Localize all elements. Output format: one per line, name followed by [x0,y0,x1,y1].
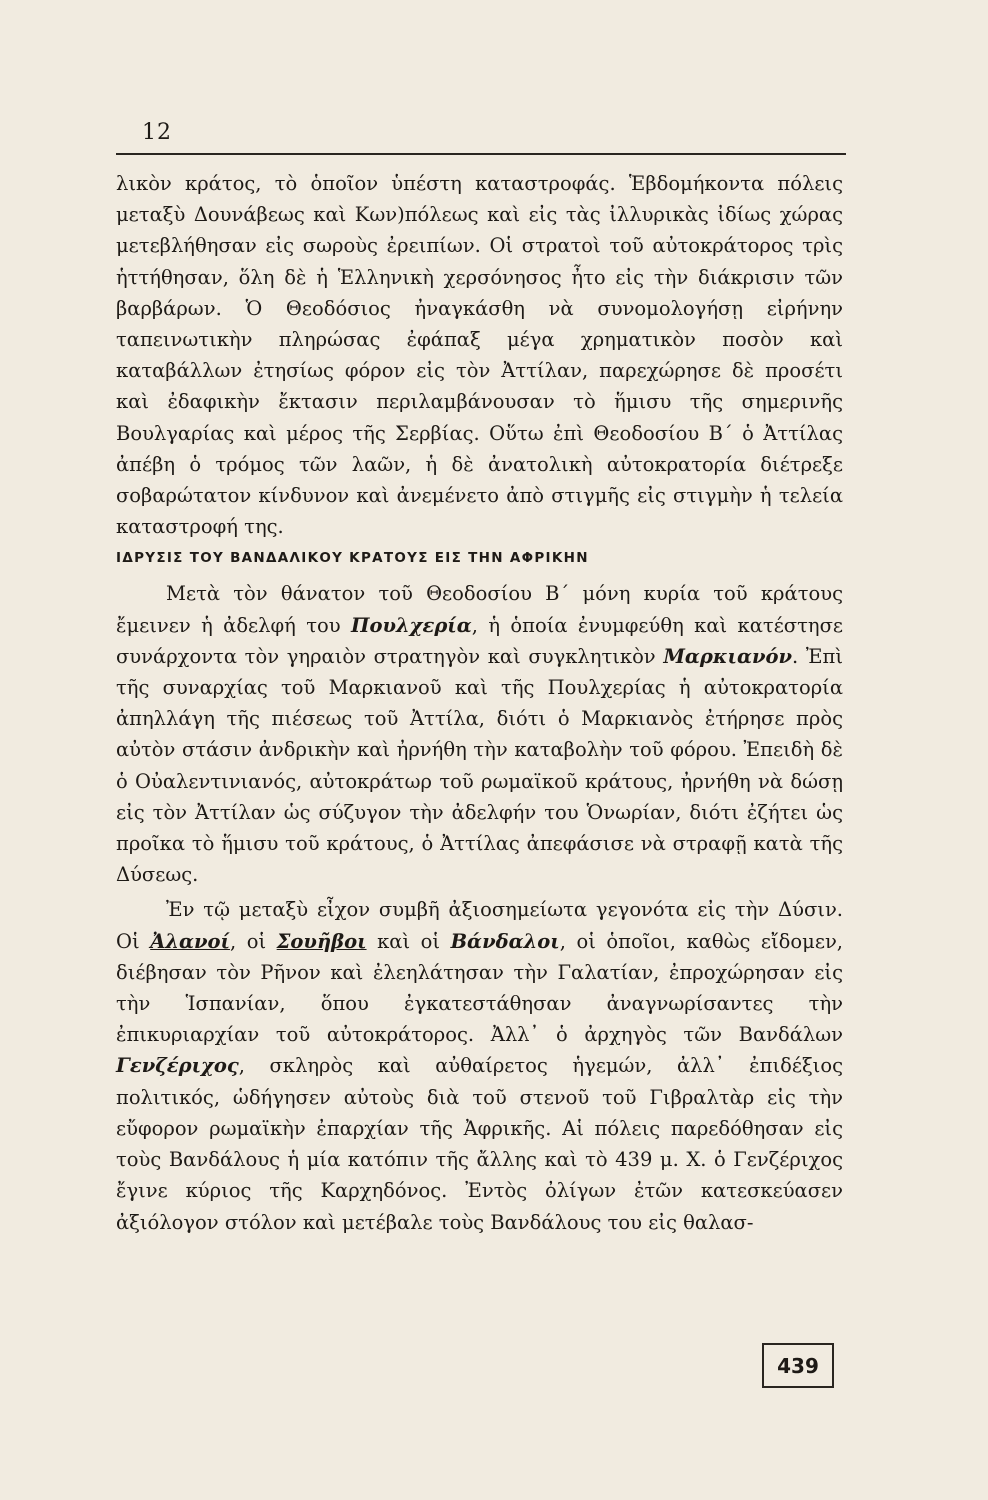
text-run: , σκληρὸς καὶ αὐθαίρετος ἡγεμών, ἀλλ᾿ ἐπιδέξιος πολιτικός, ὡδήγησεν αὐτοὺς διὰ τοῦ στενοῦ τοῦ Γιβραλτὰρ εἰς τὴν εὔφορον ρωμαϊκὴν ἐπαρχίαν τῆς Ἀφρικῆς. Αἱ πόλεις παρεδόθησαν εἰς τοὺς Βανδάλους ἡ μία κατόπιν τῆς ἄλλης καὶ τὸ 439 μ. Χ. ὁ Γενζέριχος ἔγινε κύριος τῆς Καρχηδόνος. Ἐντὸς ὀλίγων ἐτῶν κατεσκεύασεν ἀξιόλογον στόλον καὶ μετέβαλε τοὺς Βανδάλους του εἰς θαλασ- [116,1054,843,1234]
page-number: 12 [142,120,172,145]
emphasized-name: Μαρκιανόν [663,644,793,668]
text-run: , οἱ [229,929,277,953]
text-run: Μετὰ τὸν θάνατον τοῦ Θεοδοσίου Β΄ μόνη κυρία τοῦ κράτους ἔμεινεν ἡ ἀδελφή του [116,582,843,637]
volume-number-box: 439 [762,1343,834,1388]
emphasized-name: Βάνδαλοι [450,929,560,953]
text-run: , οἱ ὁποῖοι, καθὼς εἴδομεν, διέβησαν τὸν Ρῆνον καὶ ἐλεηλάτησαν τὴν Γαλατίαν, ἐπροχώρησαν εἰς τὴν Ἱσπανίαν, ὅπου ἐγκατεστάθησαν ἀναγνωρίσαντες τὴν ἐπικυριαρχίαν τοῦ αὐτοκράτορος. Ἀλλ᾿ ὁ ἀρχηγὸς τῶν Βανδάλων [116,929,843,1047]
page-body [116,168,843,1238]
paragraph [116,578,843,890]
emphasized-name: Πουλχερία [351,613,472,637]
emphasized-name: Ἀλανοί [150,929,230,953]
emphasized-name: Γενζέριχος [116,1054,239,1078]
text-run: Ἐν τῷ μεταξὺ εἶχον συμβῆ ἀξιοσημείωτα γεγονότα εἰς τὴν Δύσιν. Οἱ [116,898,843,953]
text-run: . Ἐπὶ τῆς συναρχίας τοῦ Μαρκιανοῦ καὶ τῆς Πουλχερίας ἡ αὐτοκρατορία ἀπηλλάγη τῆς πιέσεως τοῦ Ἀττίλα, διότι ὁ Μαρκιανὸς ἐτήρησε πρὸς αὐτὸν στάσιν ἀνδρικὴν καὶ ἠρνήθη τὴν καταβολὴν τοῦ φόρου. Ἐπειδὴ δὲ ὁ Οὐαλεντινιανός, αὐτοκράτωρ τοῦ ρωμαϊκοῦ κράτους, ἠρνήθη νὰ δώσῃ εἰς τὸν Ἀττίλαν ὡς σύζυγον τὴν ἀδελφήν του Ὁνωρίαν, διότι ἐζήτει ὡς προῖκα τὸ ἥμισυ τοῦ κράτους, ὁ Ἀττίλας ἀπεφάσισε νὰ στραφῇ κατὰ τῆς Δύσεως. [116,644,843,887]
paragraph [116,894,843,1237]
text-run: , ἡ ὁποία ἐνυμφεύθη καὶ κατέστησε συνάρχοντα τὸν γηραιὸν στρατηγὸν καὶ συγκλητικὸν [116,613,843,668]
header-rule [116,153,846,155]
text-run: καὶ οἱ [366,929,451,953]
emphasized-name: Σουῆβοι [276,929,367,953]
section-heading: ΙΔΡΥΣΙΣ ΤΟΥ ΒΑΝΔΑΛΙΚΟΥ ΚΡΑΤΟΥΣ ΕΙΣ ΤΗΝ ΑΦΡΙΚΗΝ [116,550,589,567]
continued-paragraph: λικὸν κράτος, τὸ ὁποῖον ὑπέστη καταστροφάς. Ἑβδομήκοντα πόλεις μεταξὺ Δουνάβεως καὶ Κων)πόλεως καὶ εἰς τὰς ἰλλυρικὰς ἰδίως χώρας μετεβλήθησαν εἰς σωροὺς ἐρειπίων. Οἱ στρατοὶ τοῦ αὐτοκράτορος τρὶς ἡττήθησαν, ὅλη δὲ ἡ Ἑλληνικὴ χερσόνησος ἦτο εἰς τὴν διάκρισιν τῶν βαρβάρων. Ὁ Θεοδόσιος ἠναγκάσθη νὰ συνομολογήσῃ εἰρήνην ταπεινωτικὴν πληρώσας ἐφάπαξ μέγα χρηματικὸν ποσὸν καὶ καταβάλλων ἐτησίως φόρον εἰς τὸν Ἀττίλαν, παρεχώρησε δὲ προσέτι καὶ ἐδαφικὴν ἔκτασιν περιλαμβάνουσαν τὸ ἥμισυ τῆς σημερινῆς Βουλγαρίας καὶ μέρος τῆς Σερβίας. Οὕτω ἐπὶ Θεοδοσίου Β΄ ὁ Ἀττίλας ἀπέβη ὁ τρόμος τῶν λαῶν, ἡ δὲ ἀνατολικὴ αὐτοκρατορία διέτρεξε σοβαρώτατον κίνδυνον καὶ ἀνεμένετο ἀπὸ στιγμῆς εἰς στιγμὴν ἡ τελεία καταστροφή της. [116,172,843,539]
